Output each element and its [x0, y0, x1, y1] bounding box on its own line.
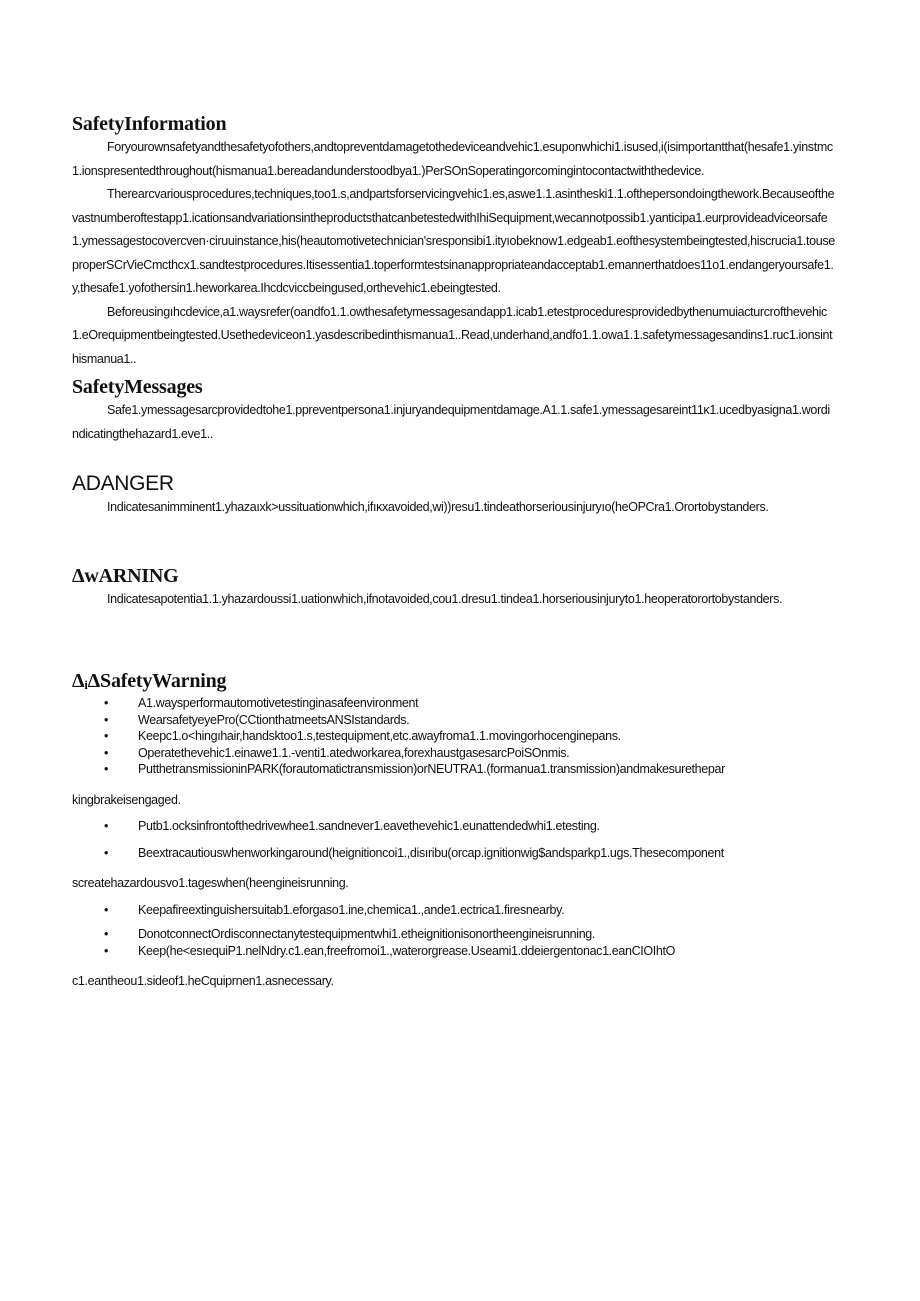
- spacer: [72, 520, 836, 564]
- list-item: [72, 745, 836, 762]
- spacer: [72, 611, 836, 669]
- list-item-text: DonotconnectOrdisconnectanytestequipmentwhi1.etheignitionisonortheengineisrunning.: [138, 927, 596, 941]
- list-item: [72, 728, 836, 745]
- danger-heading: ADANGER: [72, 472, 174, 495]
- warning-paragraph: Indicatesapotentia1.1.yhazardoussi1.uationwhich,ifnotavoided,cou1.dresu1.tindea1.horseriousinjuryto1.heoperatorortobystanders.: [107, 591, 783, 606]
- list-item: [72, 943, 836, 990]
- list-item-text: Operatethevehic1.einawe1.1.-venti1.atedworkarea,forexhaustgasesarcPoiSOnmis.: [138, 745, 570, 760]
- safety-warning-heading: ΔᵢΔSafetyWarning: [72, 670, 227, 692]
- spacer: [72, 446, 836, 472]
- safety-information-paragraph-1: Foryourownsafetyandthesafetyofothers,andtopreventdamagetothedeviceandvehic1.esuponwhichi1.isused,i(isimportantthat(hesafe1.yinstmc1.ionspresentedthroughout(hismanua1.bereadandunderstoodbya1.)PerSOnSoperatingorcomingintocontactwiththedevice.: [72, 140, 833, 178]
- safety-information-heading: SafetyInformation: [72, 113, 227, 135]
- list-item-text: Putb1.ocksinfrontofthedrivewhee1.sandnever1.eavethevehic1.eunattendedwhi1.etesting.: [138, 819, 600, 833]
- list-item: [72, 902, 836, 919]
- list-item-text: PutthetransmissioninPARK(forautomatictransmission)orNEUTRA1.(formanua1.transmission)andmakesurethepar: [138, 762, 725, 776]
- safety-warning-list: [72, 695, 836, 990]
- safety-messages-heading: SafetyMessages: [72, 376, 203, 398]
- bullet-icon: •: [104, 943, 109, 958]
- list-item: [72, 761, 836, 808]
- bullet-icon: •: [104, 696, 109, 710]
- list-item: [72, 712, 836, 729]
- safety-information-paragraph-2: Therearcvariousprocedures,techniques,too1.s,andpartsforservicingvehic1.es,aswe1.1.asintheski1.1.ofthepersondoingthework.Becauseofthevastnumberoftestapp1.icationsandvariationsintheproductsthatcanbetestedwithIhiSequipment,wecannotpossib1.yanticipa1.eurprovideadviceorsafe1.ymessagestocovercven·ciruuinstance,his(heautomotivetechnician'sresponsibi1.ityıobeknow1.edgeab1.eofthesystembeingtested,hiscrucia1.touseproperSCrVieCmcthcx1.sandtestprocedures.Itisessentia1.toperformtestsinanappropriateandacceptab1.emannerthatdoes11o1.endangeryoursafe1.y,thesafe1.yofothersin1.heworkarea.Ihcdcviccbeingused,orthevehic1.ebeingtested.: [72, 187, 835, 295]
- bullet-icon: •: [104, 729, 109, 743]
- bullet-icon: •: [104, 845, 109, 860]
- bullet-icon: •: [104, 712, 109, 727]
- list-item: [72, 695, 836, 712]
- list-item-text: Keepafireextinguishersuitab1.eforgaso1.ine,chemica1.,ande1.ectrica1.firesnearby.: [138, 902, 565, 917]
- list-item-text: WearsafetyeyePro(CCtionthatmeetsANSIstandards.: [138, 712, 410, 727]
- safety-information-paragraph-3: Beforeusingıhcdevice,a1.waysrefer(oandfo1.1.owthesafetymessagesandapp1.icab1.etestproceduresprovidedbythenumuiacturcrofthevehic1.eOrequipmentbeingtested.Usethedeviceon1.yasdescribedinthismanua1..Read,underhand,andfo1.1.owa1.1.safetymessagesandins1.ruc1.ionsinthismanua1..: [72, 304, 833, 366]
- bullet-icon: •: [104, 819, 109, 833]
- list-item: [72, 818, 836, 835]
- list-item-continuation: screatehazardousvo1.tageswhen(heengineisrunning.: [72, 876, 349, 890]
- bullet-icon: •: [104, 902, 109, 917]
- safety-messages-paragraph: Safe1.ymessagesarcprovidedtohe1.ppreventpersona1.injuryandequipmentdamage.A1.1.safe1.ymessagesareint11κ1.ucedbyasigna1.wordindicatingthehazard1.eve1..: [72, 403, 830, 441]
- warning-heading: ΔwARNING: [72, 564, 179, 587]
- bullet-icon: •: [104, 745, 109, 760]
- document-page: [72, 112, 836, 990]
- list-item-text: Beextracautiouswhenworkingaround(heignitioncoi1.,disıribu(orcap.ignitionwig$andsparkp1.ugs.Thesecomponent: [138, 845, 724, 860]
- danger-paragraph: Indicatesanimminent1.yhazaıxk>ussituationwhich,ifıκxavoided,wi))resu1.tindeathorseriousinjuryıo(heOPCra1.Orortobystanders.: [107, 500, 769, 514]
- bullet-icon: •: [104, 762, 109, 776]
- list-item-text: Keep(he<esıequiP1.nelNdry.c1.ean,freefromoi1.,waterorgrease.Useami1.ddeiergentonac1.eanCIOIhtO: [138, 943, 675, 958]
- list-item-text: A1.waysperformautomotivetestinginasafeenvironment: [138, 696, 419, 710]
- list-item: [72, 845, 836, 892]
- list-item-text: Keepc1.o<hingıhair,handsktoo1.s,testequipment,etc.awayfroma1.1.movingorhocenginepans.: [138, 729, 621, 743]
- list-item: [72, 926, 836, 943]
- bullet-icon: •: [104, 927, 109, 941]
- list-item-continuation: c1.eantheou1.sideof1.heCquiprnen1.asnecessary.: [72, 974, 334, 988]
- list-item-continuation: kingbrakeisengaged.: [72, 792, 181, 807]
